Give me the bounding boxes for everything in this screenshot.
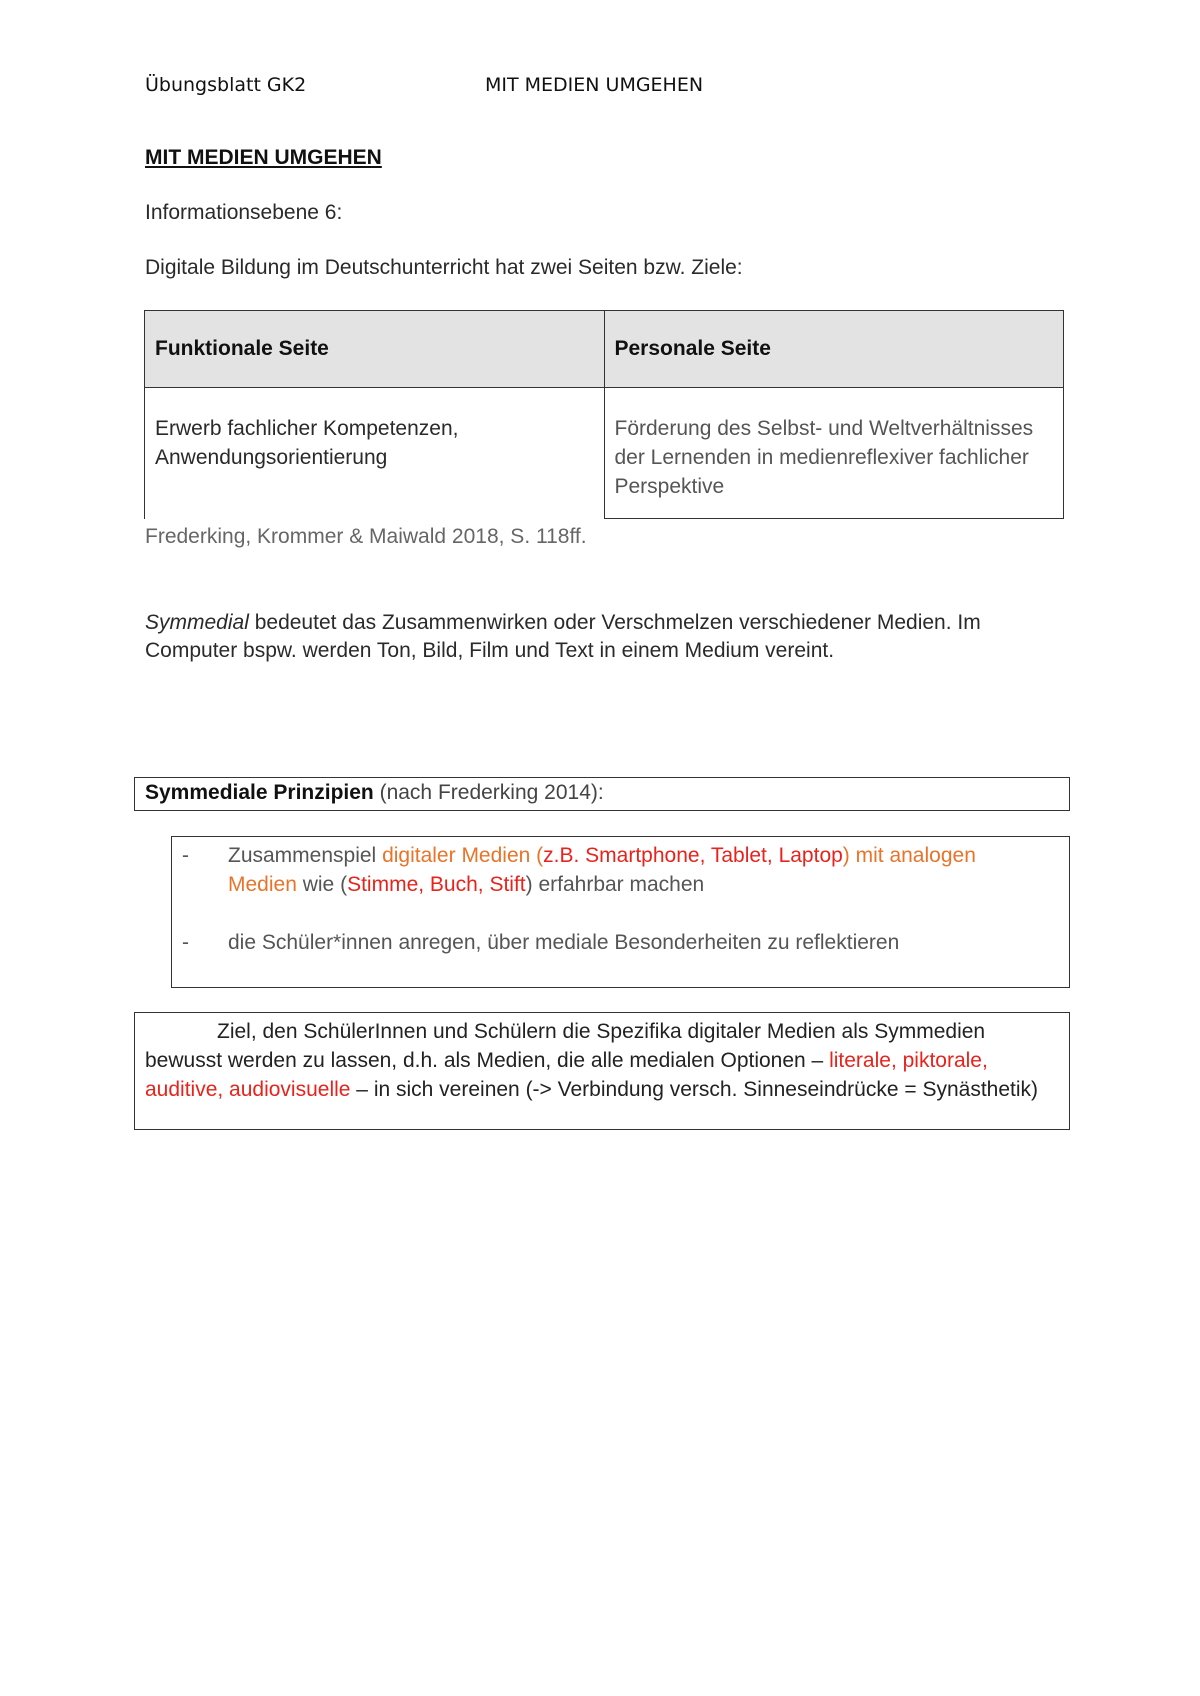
citation: Frederking, Krommer & Maiwald 2018, S. 118ff.: [145, 525, 587, 548]
goal-box: [134, 1012, 1070, 1130]
text-run: (: [530, 844, 544, 867]
highlight-analog-media: analogen Medien: [228, 844, 976, 896]
text-run: Zusammenspiel: [228, 844, 383, 867]
list-dash: -: [182, 844, 189, 867]
goal-text: Ziel, den SchülerInnen und Schülern die Spezifika digitaler Medien als Symmedien bewusst werden zu lassen, d.h. als Medien, die alle medialen Optionen –: [145, 1020, 986, 1072]
definition-text: bedeutet das Zusammenwirken oder Verschmelzen verschiedener Medien. Im Computer bspw. werden Ton, Bild, Film und Text in einem Medium vereint.: [145, 611, 981, 662]
table-header-functional: Funktionale Seite: [145, 311, 605, 388]
goal-text: – in sich vereinen (-> Verbindung versch. Sinneseindrücke = Synästhetik): [350, 1078, 1039, 1101]
highlight-analog-items: Stimme, Buch, Stift: [347, 873, 526, 896]
list-item-text: [228, 841, 1048, 899]
table-cell-functional: Erwerb fachlicher Kompetenzen, Anwendungsorientierung: [145, 388, 605, 519]
highlight-devices: z.B. Smartphone, Tablet, Laptop: [543, 844, 843, 867]
list-item-text: die Schüler*innen anregen, über mediale Besonderheiten zu reflektieren: [228, 931, 900, 954]
table-header-row: [145, 311, 1064, 388]
highlight-media-options: literale, piktorale, auditive, audiovisuelle: [145, 1049, 988, 1101]
text-run: ) erfahrbar machen: [525, 873, 705, 896]
text-run: wie (: [296, 873, 348, 896]
definition-paragraph: [145, 609, 1025, 665]
list-dash: -: [182, 931, 189, 954]
principles-box: [134, 777, 1070, 811]
header-left: Übungsblatt GK2: [145, 74, 307, 96]
sides-table: [144, 310, 1064, 519]
document-title: MIT MEDIEN UMGEHEN: [145, 146, 382, 169]
highlight-digital-media: digitaler Medien: [382, 844, 531, 867]
table-cell-personal: Förderung des Selbst- und Weltverhältnisses der Lernenden in medienreflexiver fachlicher Perspektive: [604, 388, 1064, 519]
text-run: ) mit: [842, 844, 890, 867]
principles-list: [171, 836, 1070, 988]
table-header-personal: Personale Seite: [604, 311, 1064, 388]
header-right: MIT MEDIEN UMGEHEN: [485, 74, 704, 96]
principles-source: (nach Frederking 2014):: [373, 781, 604, 804]
definition-term: Symmedial: [145, 611, 249, 634]
info-level: Informationsebene 6:: [145, 201, 343, 224]
table-row: [145, 388, 1064, 519]
principles-title: Symmediale Prinzipien: [145, 781, 374, 804]
intro-text: Digitale Bildung im Deutschunterricht hat zwei Seiten bzw. Ziele:: [145, 256, 743, 279]
